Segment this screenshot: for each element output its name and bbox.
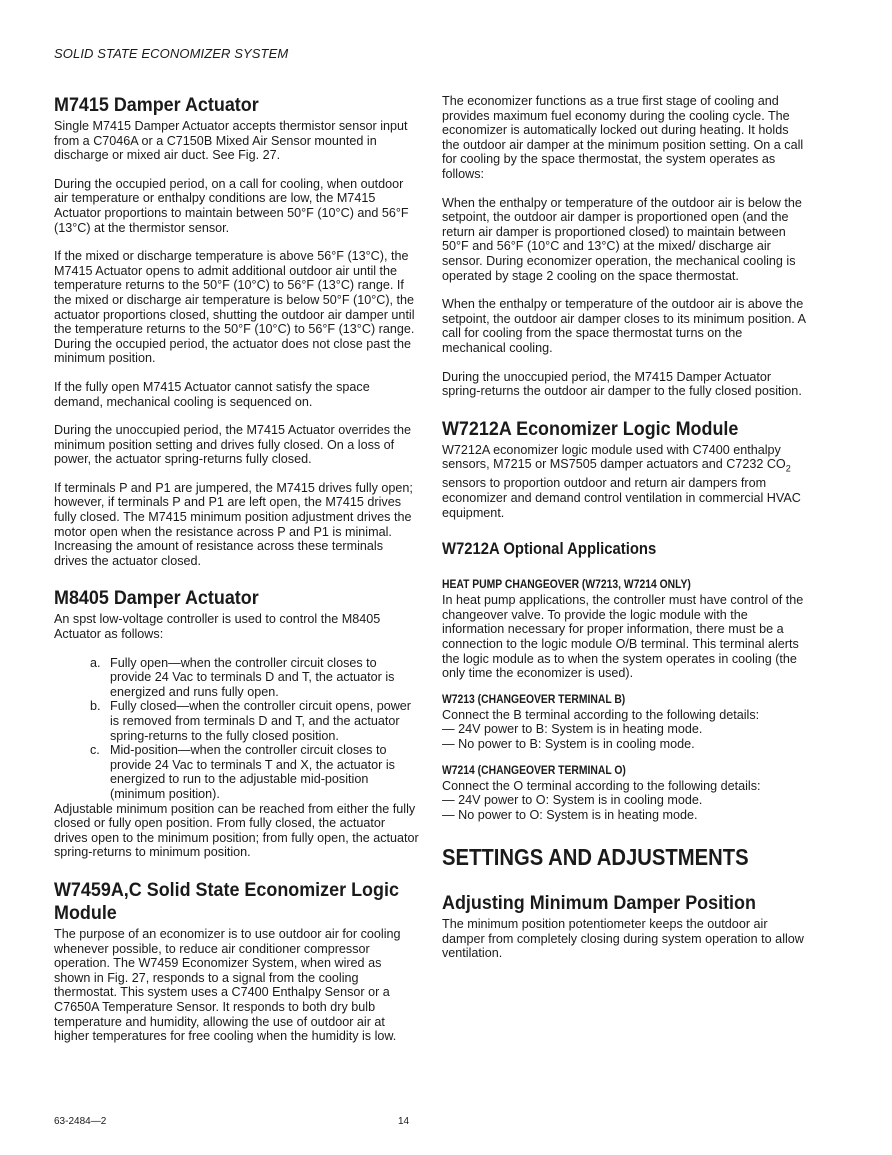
w7214-subheading: W7214 (CHANGEOVER TERMINAL O) [442, 764, 626, 777]
page-number: 14 [398, 1116, 410, 1127]
m8405-intro: An spst low-voltage controller is used to control the M8405 Actuator as follows: [54, 612, 381, 642]
m7415-paragraph: Single M7415 Damper Actuator accepts thermistor sensor input from a C7046A or a C7150B Mixed Air Sensor mounted in discharge or mixed air duct. See Fig. 27. [54, 119, 408, 163]
list-marker: c. [90, 743, 100, 758]
w7213-line: Connect the B terminal according to the following details: [442, 707, 760, 722]
list-item-text: Fully closed—when the controller circuit opens, power is removed from terminals D and T, and the actuator spring-returns to the fully closed position. [110, 699, 411, 743]
w7459-heading-line2: Module [54, 901, 117, 924]
m7415-paragraph: If the fully open M7415 Actuator cannot satisfy the space demand, mechanical cooling is sequenced on. [54, 379, 370, 409]
economizer-paragraph: During the unoccupied period, the M7415 Damper Actuator spring-returns the outdoor air damper to the fully closed position. [442, 369, 802, 399]
subscript: 2 [785, 463, 791, 474]
economizer-paragraph: When the enthalpy or temperature of the outdoor air is above the setpoint, the outdoor air damper closes to its minimum position. A call for cooling from the space thermostat turns on the mechanical cooling. [442, 297, 806, 355]
document-number: 63-2484—2 [54, 1116, 107, 1127]
list-item-text: Fully open—when the controller circuit closes to provide 24 Vac to terminals D and T, the actuator is energized and runs fully open. [110, 655, 395, 699]
w7212-text-b: sensors to proportion outdoor and return air dampers from economizer and demand control ventilation in commercial HVAC equipment. [442, 476, 801, 520]
running-head: SOLID STATE ECONOMIZER SYSTEM [54, 46, 289, 61]
w7212-heading: W7212A Economizer Logic Module [442, 417, 739, 440]
m8405-heading: M8405 Damper Actuator [54, 587, 259, 610]
m8405-list [54, 656, 420, 802]
m7415-heading: M7415 Damper Actuator [54, 94, 259, 116]
list-item [90, 656, 420, 700]
adjusting-heading: Adjusting Minimum Damper Position [442, 892, 756, 915]
w7213-line: — 24V power to B: System is in heating mode. [442, 722, 703, 737]
adjusting-paragraph: The minimum position potentiometer keeps the outdoor air damper from completely closing during system operation to allow ventilation. [442, 917, 804, 961]
w7213-line: — No power to B: System is in cooling mode. [442, 736, 695, 751]
list-marker: b. [90, 699, 101, 714]
w7214-line: Connect the O terminal according to the following details: [442, 778, 761, 793]
w7214-line: — 24V power to O: System is in cooling mode. [442, 793, 703, 808]
m7415-paragraph: During the unoccupied period, the M7415 Actuator overrides the minimum position setting and drives fully closed. On a loss of power, the actuator spring-returns fully closed. [54, 423, 412, 467]
m7415-paragraph: If the mixed or discharge temperature is above 56°F (13°C), the M7415 Actuator opens to admit additional outdoor air until the temperature returns to the 50°F (10°C) to 56°F (13°C) range. If the mixed or discharge air temperature is below 50°F (10°C), the actuator proportions closed, shutting the outdoor air damper until the temperature returns to the 50°F (10°C) to 56°F (13°C) range. During the occupied period, the actuator does not close past the minimum position. [54, 249, 415, 366]
economizer-paragraph: The economizer functions as a true first stage of cooling and provides maximum fuel economy during the cooling cycle. The economizer is automatically locked out during heating. It holds the outdoor air damper at the minimum position setting. On a call for cooling by the space thermostat, the system operates as follows: [442, 94, 804, 181]
left-column [54, 94, 420, 1044]
m7415-paragraph: If terminals P and P1 are jumpered, the M7415 drives fully open; however, if terminals P and P1 are left open, the M7415 drives fully closed. The M7415 minimum position adjustment drives the motor open when the resistance across P and P1 is minimal. Increasing the amount of resistance across these terminals drives the actuator closed. [54, 480, 413, 568]
settings-heading: SETTINGS AND ADJUSTMENTS [442, 844, 749, 871]
optional-applications-heading: W7212A Optional Applications [442, 540, 657, 559]
list-marker: a. [90, 655, 101, 670]
m7415-paragraph: During the occupied period, on a call for cooling, when outdoor air temperature or enthalpy conditions are low, the M7415 Actuator proportions to maintain between 50°F (10°C) and 56°F (13°C) at the thermistor sensor. [54, 176, 409, 235]
m8405-outro: Adjustable minimum position can be reached from either the fully closed or fully open position. From fully closed, the actuator drives open to the minimum position; from fully open, the actuator spring-returns to minimum position. [54, 801, 419, 860]
w7212-paragraph [442, 443, 808, 520]
w7459-heading-line1: W7459A,C Solid State Economizer Logic [54, 878, 399, 901]
w7212-text-a: W7212A economizer logic module used with C7400 enthalpy sensors, M7215 or MS7505 damper actuators and C7232 CO [442, 442, 786, 472]
list-item-text: Mid-position—when the controller circuit closes to provide 24 Vac to terminals T and X, the actuator is energized to run to the adjustable mid-position (minimum position). [110, 743, 395, 801]
list-item [90, 743, 420, 801]
right-column [442, 94, 808, 961]
list-item [90, 699, 420, 743]
w7459-paragraph: The purpose of an economizer is to use outdoor air for cooling whenever possible, to reduce air conditioner compressor operation. The W7459 Economizer System, when wired as shown in Fig. 27, responds to a signal from the cooling thermostat. This system uses a C7400 Enthalpy Sensor or a C7650A Temperature Sensor. It responds to both dry bulb temperature and humidity, allowing the use of outdoor air at higher temperatures for free cooling when the humidity is low. [54, 926, 401, 1044]
heat-pump-paragraph: In heat pump applications, the controller must have control of the changeover valve. To provide the logic module with the information necessary for proper information, there must be a connection to the logic module O/B terminal. This terminal alerts the logic module as to when the system operates in cooling (the only time the economizer is used). [442, 593, 804, 681]
economizer-paragraph: When the enthalpy or temperature of the outdoor air is below the setpoint, the outdoor air damper is proportioned open (and the return air damper is proportioned closed) to maintain between 50°F and 56°F (10°C and 13°C) at the mixed/ discharge air sensor. During economizer operation, the mechanical cooling is operated by stage 2 cooling on the space thermostat. [442, 195, 802, 283]
heat-pump-subheading: HEAT PUMP CHANGEOVER (W7213, W7214 ONLY) [442, 579, 691, 592]
w7213-subheading: W7213 (CHANGEOVER TERMINAL B) [442, 693, 626, 706]
w7214-line: — No power to O: System is in heating mode. [442, 807, 698, 822]
